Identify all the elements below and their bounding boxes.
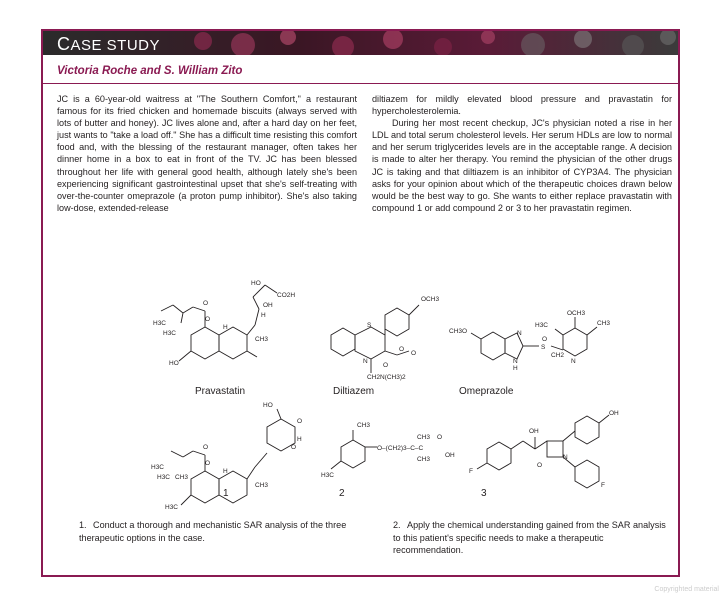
header-divider	[43, 83, 678, 84]
compound-1-h1: H	[297, 436, 302, 443]
pravastatin-o2: O	[205, 316, 211, 323]
case-paragraph-2: diltiazem for mildly elevated blood pressure and pravastatin for hypercholesterolemia.	[372, 94, 672, 117]
pravastatin-h1: H	[261, 312, 266, 319]
compound-1-ch3: CH3	[175, 474, 189, 481]
pravastatin-ho-top: HO	[251, 280, 261, 287]
pravastatin-co2h: CO2H	[277, 292, 296, 299]
question-1	[79, 519, 349, 544]
watermark: Copyrighted material	[654, 586, 719, 593]
diltiazem-o3: O	[383, 362, 389, 369]
compound-2-ch3a: CH3	[417, 434, 431, 441]
section-title	[57, 34, 160, 55]
omeprazole-o: O	[542, 336, 548, 343]
compound-2-h3c: H3C	[321, 472, 335, 479]
compound-2-structure	[331, 430, 377, 469]
compound-2-o: O	[437, 434, 443, 441]
question-2-number: 2.	[393, 520, 401, 530]
question-1-text: Conduct a thorough and mechanistic SAR analysis of the three therapeutic options in the case.	[79, 520, 347, 543]
label-pravastatin: Pravastatin	[195, 386, 246, 397]
compound-1-o2: O	[291, 444, 297, 451]
compound-1-h3c-bottom: H3C	[165, 504, 179, 511]
pravastatin-oh: OH	[263, 302, 273, 309]
compound-3-n: N	[563, 454, 568, 461]
compound-1-o1: O	[297, 418, 303, 425]
case-study-banner	[43, 31, 678, 55]
pravastatin-o1: O	[203, 300, 209, 307]
pravastatin-h3c: H3C	[153, 320, 167, 327]
diltiazem-n: N	[363, 358, 368, 365]
pravastatin-h2: H	[223, 324, 228, 331]
omeprazole-h3c: H3C	[535, 322, 549, 329]
compound-1-o3: O	[203, 444, 209, 451]
question-1-number: 1.	[79, 520, 87, 530]
compound-3-structure	[477, 415, 609, 488]
diltiazem-o1: O	[399, 346, 405, 353]
compound-2-chain: O–(CH2)3–C–C	[377, 445, 424, 452]
diltiazem-side-chain: CH2N(CH3)2	[367, 374, 406, 381]
diltiazem-s: S	[367, 322, 372, 329]
compound-2-ch3: CH3	[357, 422, 371, 429]
label-compound-2: 2	[339, 488, 345, 499]
compound-1-ho: HO	[263, 402, 273, 409]
label-omeprazole: Omeprazole	[459, 386, 514, 397]
omeprazole-ch3o: CH3O	[449, 328, 468, 335]
compound-3-o: O	[537, 462, 543, 469]
compound-1-structure	[171, 409, 295, 505]
chemical-structures	[131, 255, 676, 515]
compound-1-ch3b: CH3	[255, 482, 269, 489]
compound-3-oh1: OH	[529, 428, 539, 435]
diltiazem-o2: O	[411, 350, 417, 357]
compound-1-o4: O	[205, 460, 211, 467]
label-compound-3: 3	[481, 488, 487, 499]
compound-3-f1: F	[469, 468, 473, 475]
label-compound-1: 1	[223, 488, 229, 499]
omeprazole-n2: N	[571, 358, 576, 365]
author-line: Victoria Roche and S. William Zito	[57, 65, 243, 77]
compound-1-h2: H	[223, 468, 228, 475]
compound-1-h3c: H3C	[151, 464, 165, 471]
omeprazole-structure	[471, 317, 597, 360]
case-paragraph-1: JC is a 60-year-old waitress at "The Southern Comfort," a restaurant famous for its fried chicken and homemade biscuits (always served with lots of butter and honey). JC lives alone and, after a hard day on her feet, just wants to "take a load off." She has a difficult time resisting this comfort food and, with the blessing of the restaurant manager, often takes her dinner home in a box to eat in front of the TV. JC has been blessed throughout her life with general good health, although lately she's been experiencing significant gastrointestinal upset that she's self-treating with over-the-counter omeprazole (a proton pump inhibitor). She's also taking low-dose, extended-release	[57, 94, 357, 213]
compound-3-oh2: OH	[609, 410, 619, 417]
diltiazem-och3: OCH3	[421, 296, 440, 303]
pravastatin-ho-bottom: HO	[169, 360, 179, 367]
diltiazem-structure	[331, 305, 419, 373]
omeprazole-n1: N	[517, 330, 522, 337]
case-paragraph-3: During her most recent checkup, JC's physician noted a rise in her LDL and total serum cholesterol levels. Her serum HDLs are low to normal and her serum triglycerides levels are in the acceptable range. A decision is made to alter her therapy. You remind the physician of the other drugs JC is taking and that diltiazem is an inhibitor of CYP3A4. The physician asks for your opinion about which of the therapeutic choices drawn below would be the best way to go. She wants to either replace pravastatin with compound 1 or add compound 2 or 3 to her pravastatin regimen.	[372, 118, 672, 213]
section-title-rest: ASE STUDY	[70, 37, 161, 54]
case-study-panel	[41, 29, 680, 577]
omeprazole-nh: N	[513, 358, 518, 365]
question-2-text: Apply the chemical understanding gained from the SAR analysis to this patient's specific needs to make a therapeutic recommendation.	[393, 520, 666, 555]
pravastatin-h3c2: H3C	[163, 330, 177, 337]
right-column	[372, 93, 672, 214]
compound-2-ch3b: CH3	[417, 456, 431, 463]
omeprazole-ch2: CH2	[551, 352, 565, 359]
section-title-initial: C	[57, 34, 71, 54]
omeprazole-s: S	[541, 344, 546, 351]
omeprazole-och3: OCH3	[567, 310, 586, 317]
omeprazole-ch3: CH3	[597, 320, 611, 327]
question-2	[393, 519, 668, 557]
pravastatin-structure	[161, 285, 277, 361]
compound-2-oh: OH	[445, 452, 455, 459]
compound-3-f2: F	[601, 482, 605, 489]
left-column	[57, 93, 357, 214]
label-diltiazem: Diltiazem	[333, 386, 375, 397]
pravastatin-ch3: CH3	[255, 336, 269, 343]
compound-1-h3c-ch3: H3C	[157, 474, 171, 481]
omeprazole-h: H	[513, 365, 518, 372]
